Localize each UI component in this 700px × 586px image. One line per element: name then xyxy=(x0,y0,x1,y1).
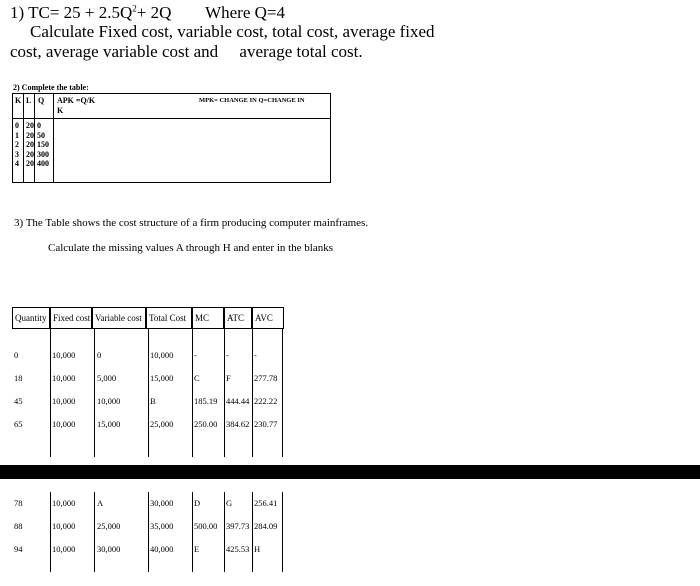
cost-gridline xyxy=(50,329,51,457)
cost-cell: A xyxy=(97,498,104,508)
cost-table-bottom xyxy=(12,492,284,572)
cost-gridline xyxy=(192,329,193,457)
cost-cell: 94 xyxy=(14,544,23,554)
cost-cell: 10,000 xyxy=(150,350,174,360)
cost-gridline xyxy=(252,492,253,572)
q2-cell-k: 3 xyxy=(15,149,19,159)
question-1-line-3: cost, average variable cost and average total cost. xyxy=(10,42,363,61)
cost-header-0: Quantity xyxy=(12,307,50,329)
cost-cell: 185.19 xyxy=(194,396,218,406)
cost-cell: 18 xyxy=(14,373,23,383)
cost-gridline xyxy=(224,329,225,457)
cost-cell: 30,000 xyxy=(97,544,121,554)
cost-cell: 30,000 xyxy=(150,498,174,508)
q2-cell-k: 2 xyxy=(15,140,19,149)
cost-header-3: Total Cost xyxy=(146,307,192,329)
cost-cell: 35,000 xyxy=(150,521,174,531)
question-1-line-1 xyxy=(10,3,285,23)
cost-gridline xyxy=(252,329,253,457)
cost-cell: 500.00 xyxy=(194,521,218,531)
cost-cell: D xyxy=(194,498,201,508)
header-l: L xyxy=(26,96,32,105)
cost-cell: 5,000 xyxy=(97,373,117,383)
q2-cell-q: 300 xyxy=(37,149,49,159)
cost-cell: 88 xyxy=(14,521,23,531)
cost-gridline xyxy=(50,492,51,572)
cost-cell: 10,000 xyxy=(52,521,76,531)
cost-gridline xyxy=(94,492,95,572)
image-divider-bar xyxy=(0,465,700,479)
q2-cell-k: 4 xyxy=(15,159,19,168)
cost-gridline xyxy=(282,492,283,572)
cost-gridline xyxy=(148,329,149,457)
header-apk-denominator: K xyxy=(57,106,64,115)
cost-cell: - xyxy=(226,350,229,360)
cost-cell: F xyxy=(226,373,231,383)
q2-cell-q: 400 xyxy=(37,159,49,168)
cost-cell: 40,000 xyxy=(150,544,174,554)
cost-cell: 65 xyxy=(14,419,23,429)
q1-formula-text: 1) TC= 25 + 2.5Q xyxy=(10,3,133,22)
question-2-table xyxy=(12,93,331,183)
header-mpk: MPK= CHANGE IN Q=CHANGE IN xyxy=(199,97,305,104)
cost-cell: 277.78 xyxy=(254,373,278,383)
q2-cell-l: 20 xyxy=(26,149,34,159)
cost-cell: 256.41 xyxy=(254,498,278,508)
q1-exponent: 2 xyxy=(132,3,137,14)
cost-cell: G xyxy=(226,498,233,508)
cost-cell: 45 xyxy=(14,396,23,406)
q2-cell-k: 1 xyxy=(15,130,19,140)
cost-cell: 25,000 xyxy=(150,419,174,429)
cost-cell: 10,000 xyxy=(52,396,76,406)
cost-gridline xyxy=(282,329,283,457)
q2-cell-q: 0 xyxy=(37,121,41,130)
q2-cell-l: 20 xyxy=(26,130,34,140)
q2-cell-q: 150 xyxy=(37,140,49,149)
cost-cell: 230.77 xyxy=(254,419,278,429)
cost-cell: - xyxy=(194,350,197,360)
cost-cell: H xyxy=(254,544,261,554)
q2-cell-k: 0 xyxy=(15,121,19,130)
cost-header-4: MC xyxy=(192,307,224,329)
cost-cell: 15,000 xyxy=(150,373,174,383)
question-3-line-1: 3) The Table shows the cost structure of a firm producing computer mainframes. xyxy=(14,217,369,229)
cost-table-top xyxy=(12,307,284,457)
header-apk: APK =Q/K xyxy=(57,96,96,105)
cost-cell: 15,000 xyxy=(97,419,121,429)
q2-cell-l: 20 xyxy=(26,121,34,130)
cost-cell: 222.22 xyxy=(254,396,278,406)
cost-header-6: AVC xyxy=(252,307,284,329)
cost-cell: 10,000 xyxy=(52,544,76,554)
q2-cell-l: 20 xyxy=(26,140,34,149)
question-3-line-2: Calculate the missing values A through H and enter in the blanks xyxy=(48,242,334,254)
cost-cell: E xyxy=(194,544,200,554)
cost-cell: 0 xyxy=(14,350,19,360)
cost-cell: 425.53 xyxy=(226,544,250,554)
cost-gridline xyxy=(224,492,225,572)
cost-cell: 444.44 xyxy=(226,396,250,406)
q2-cell-l: 20 xyxy=(26,159,34,168)
cost-header-2: Variable cost xyxy=(92,307,146,329)
cost-cell: 78 xyxy=(14,498,23,508)
question-1-line-2: Calculate Fixed cost, variable cost, total cost, average fixed xyxy=(30,22,435,41)
cost-cell: 10,000 xyxy=(52,373,76,383)
cost-cell: 284.09 xyxy=(254,521,278,531)
cost-cell: 10,000 xyxy=(97,396,121,406)
cost-cell: 10,000 xyxy=(52,419,76,429)
cost-cell: 10,000 xyxy=(52,350,76,360)
header-k: K xyxy=(15,96,22,105)
cost-cell: 10,000 xyxy=(52,498,76,508)
q2-cell-q: 50 xyxy=(37,130,45,140)
cost-header-1: Fixed cost xyxy=(50,307,92,329)
cost-cell: 397.73 xyxy=(226,521,250,531)
cost-gridline xyxy=(94,329,95,457)
cost-cell: C xyxy=(194,373,200,383)
cost-gridline xyxy=(192,492,193,572)
header-q: Q xyxy=(38,96,45,105)
cost-cell: B xyxy=(150,396,156,406)
cost-cell: - xyxy=(254,350,257,360)
question-2-title: 2) Complete the table: xyxy=(13,83,89,92)
cost-cell: 25,000 xyxy=(97,521,121,531)
cost-cell: 0 xyxy=(97,350,102,360)
cost-cell: 384.62 xyxy=(226,419,250,429)
cost-gridline xyxy=(148,492,149,572)
q1-where-text: + 2Q Where Q=4 xyxy=(136,3,285,22)
cost-header-5: ATC xyxy=(224,307,252,329)
cost-cell: 250.00 xyxy=(194,419,218,429)
